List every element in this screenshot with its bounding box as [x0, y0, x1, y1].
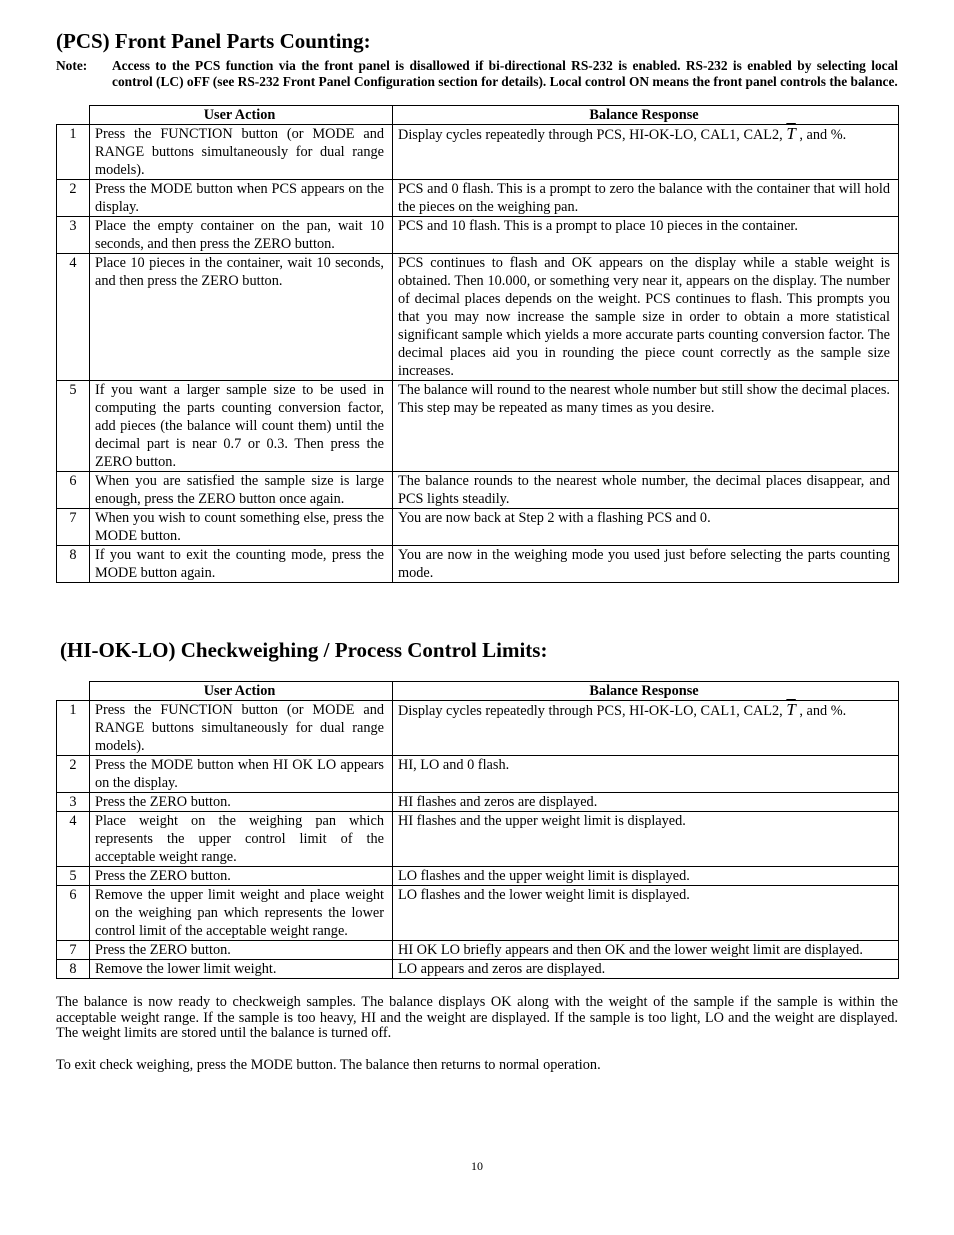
checkweigh-paragraph: The balance is now ready to checkweigh samples. The balance displays OK along with the weight of the sample if the sample is within the acceptable weight range. If the sample is too heavy, HI and the weight are displayed. If the sample is too light, LO and the weight are displayed. The weight limits are stored until the balance is turned off.	[56, 994, 898, 1041]
table-row	[57, 886, 899, 941]
balance-response: PCS continues to flash and OK appears on the display while a stable weight is obtained. Then 10.000, or something very near it, appears on the display. The number of decimal places depends on the weight. PCS continues to flash. This prompts you that you may now increase the sample size in order to obtain a more statistical significant sample which yields a more accurate parts counting conversion factor. The decimal places aid you in rounding the piece count correctly as the sample size increases.	[393, 254, 899, 381]
user-action: Press the MODE button when PCS appears on the display.	[90, 180, 393, 217]
exit-paragraph: To exit check weighing, press the MODE button. The balance then returns to normal operation.	[56, 1056, 601, 1073]
step-number: 4	[57, 812, 90, 867]
tare-symbol: $\overline{T}$	[786, 124, 796, 143]
table-row	[57, 509, 899, 546]
user-action: Place weight on the weighing pan which represents the upper control limit of the acceptable weight range.	[90, 812, 393, 867]
table-row	[57, 546, 899, 583]
balance-response	[393, 701, 899, 756]
response-text-b: , and %.	[799, 127, 847, 143]
table-row	[57, 701, 899, 756]
hi-ok-lo-table	[56, 681, 899, 979]
header-balance-response: Balance Response	[393, 106, 899, 125]
balance-response	[393, 125, 899, 180]
step-number: 4	[57, 254, 90, 381]
user-action: Press the ZERO button.	[90, 867, 393, 886]
page-number: 10	[471, 1159, 483, 1173]
balance-response: PCS and 10 flash. This is a prompt to place 10 pieces in the container.	[393, 217, 899, 254]
table-row	[57, 125, 899, 180]
step-number: 6	[57, 472, 90, 509]
table-row	[57, 793, 899, 812]
note-label: Note:	[56, 58, 88, 73]
page	[56, 28, 898, 1073]
pcs-table	[56, 105, 899, 583]
table-row	[57, 867, 899, 886]
table-row	[57, 180, 899, 217]
balance-response: HI flashes and the upper weight limit is displayed.	[393, 812, 899, 867]
user-action: Remove the upper limit weight and place weight on the weighing pan which represents the lower control limit of the acceptable weight range.	[90, 886, 393, 941]
table-row	[57, 472, 899, 509]
user-action: If you want a larger sample size to be used in computing the parts counting conversion factor, add pieces (the balance will count them) until the decimal part is near 0.7 or 0.3. Then press the ZERO button.	[90, 381, 393, 472]
user-action: When you wish to count something else, press the MODE button.	[90, 509, 393, 546]
balance-response: HI, LO and 0 flash.	[393, 756, 899, 793]
table-row	[57, 941, 899, 960]
header-user-action: User Action	[90, 106, 393, 125]
table-row	[57, 756, 899, 793]
hi-ok-lo-heading: (HI-OK-LO) Checkweighing / Process Control Limits:	[60, 638, 548, 662]
table-row	[57, 381, 899, 472]
user-action: Place the empty container on the pan, wait 10 seconds, and then press the ZERO button.	[90, 217, 393, 254]
note-text: Access to the PCS function via the front panel is disallowed if bi-directional RS-232 is enabled. RS-232 is enabled by selecting local control (LC) oFF (see RS-232 Front Panel Configuration section for details). Local control ON means the front panel controls the balance.	[112, 58, 898, 89]
step-number: 3	[57, 793, 90, 812]
step-number: 8	[57, 960, 90, 979]
user-action: Press the FUNCTION button (or MODE and RANGE buttons simultaneously for dual range models).	[90, 125, 393, 180]
balance-response: HI flashes and zeros are displayed.	[393, 793, 899, 812]
balance-response: LO flashes and the upper weight limit is displayed.	[393, 867, 899, 886]
step-number: 5	[57, 381, 90, 472]
pcs-heading: (PCS) Front Panel Parts Counting:	[56, 29, 371, 53]
step-number: 3	[57, 217, 90, 254]
user-action: Place 10 pieces in the container, wait 10 seconds, and then press the ZERO button.	[90, 254, 393, 381]
balance-response: LO appears and zeros are displayed.	[393, 960, 899, 979]
response-text-b: , and %.	[799, 703, 847, 719]
table-row	[57, 960, 899, 979]
user-action: Remove the lower limit weight.	[90, 960, 393, 979]
step-number: 2	[57, 180, 90, 217]
header-user-action: User Action	[90, 682, 393, 701]
user-action: Press the ZERO button.	[90, 941, 393, 960]
table-header-row	[57, 106, 899, 125]
balance-response: You are now back at Step 2 with a flashing PCS and 0.	[393, 509, 899, 546]
step-number: 7	[57, 509, 90, 546]
response-text-a: Display cycles repeatedly through PCS, HI-OK-LO, CAL1, CAL2,	[398, 127, 783, 143]
response-text-a: Display cycles repeatedly through PCS, HI-OK-LO, CAL1, CAL2,	[398, 703, 783, 719]
step-number: 8	[57, 546, 90, 583]
step-number: 5	[57, 867, 90, 886]
step-number: 1	[57, 701, 90, 756]
balance-response: You are now in the weighing mode you used just before selecting the parts counting mode.	[393, 546, 899, 583]
table-header-row	[57, 682, 899, 701]
header-balance-response: Balance Response	[393, 682, 899, 701]
user-action: Press the ZERO button.	[90, 793, 393, 812]
header-blank	[57, 682, 90, 701]
user-action: When you are satisfied the sample size is large enough, press the ZERO button once again.	[90, 472, 393, 509]
balance-response: LO flashes and the lower weight limit is displayed.	[393, 886, 899, 941]
balance-response: The balance will round to the nearest whole number but still show the decimal places. This step may be repeated as many times as you desire.	[393, 381, 899, 472]
header-blank	[57, 106, 90, 125]
table-row	[57, 812, 899, 867]
balance-response: HI OK LO briefly appears and then OK and the lower weight limit are displayed.	[393, 941, 899, 960]
step-number: 6	[57, 886, 90, 941]
step-number: 2	[57, 756, 90, 793]
step-number: 1	[57, 125, 90, 180]
note	[56, 58, 898, 90]
balance-response: PCS and 0 flash. This is a prompt to zero the balance with the container that will hold the pieces on the weighing pan.	[393, 180, 899, 217]
tare-symbol: $\overline{T}$	[786, 700, 796, 719]
user-action: If you want to exit the counting mode, press the MODE button again.	[90, 546, 393, 583]
table-row	[57, 217, 899, 254]
table-row	[57, 254, 899, 381]
step-number: 7	[57, 941, 90, 960]
user-action: Press the FUNCTION button (or MODE and RANGE buttons simultaneously for dual range models).	[90, 701, 393, 756]
user-action: Press the MODE button when HI OK LO appears on the display.	[90, 756, 393, 793]
balance-response: The balance rounds to the nearest whole number, the decimal places disappear, and PCS lights steadily.	[393, 472, 899, 509]
